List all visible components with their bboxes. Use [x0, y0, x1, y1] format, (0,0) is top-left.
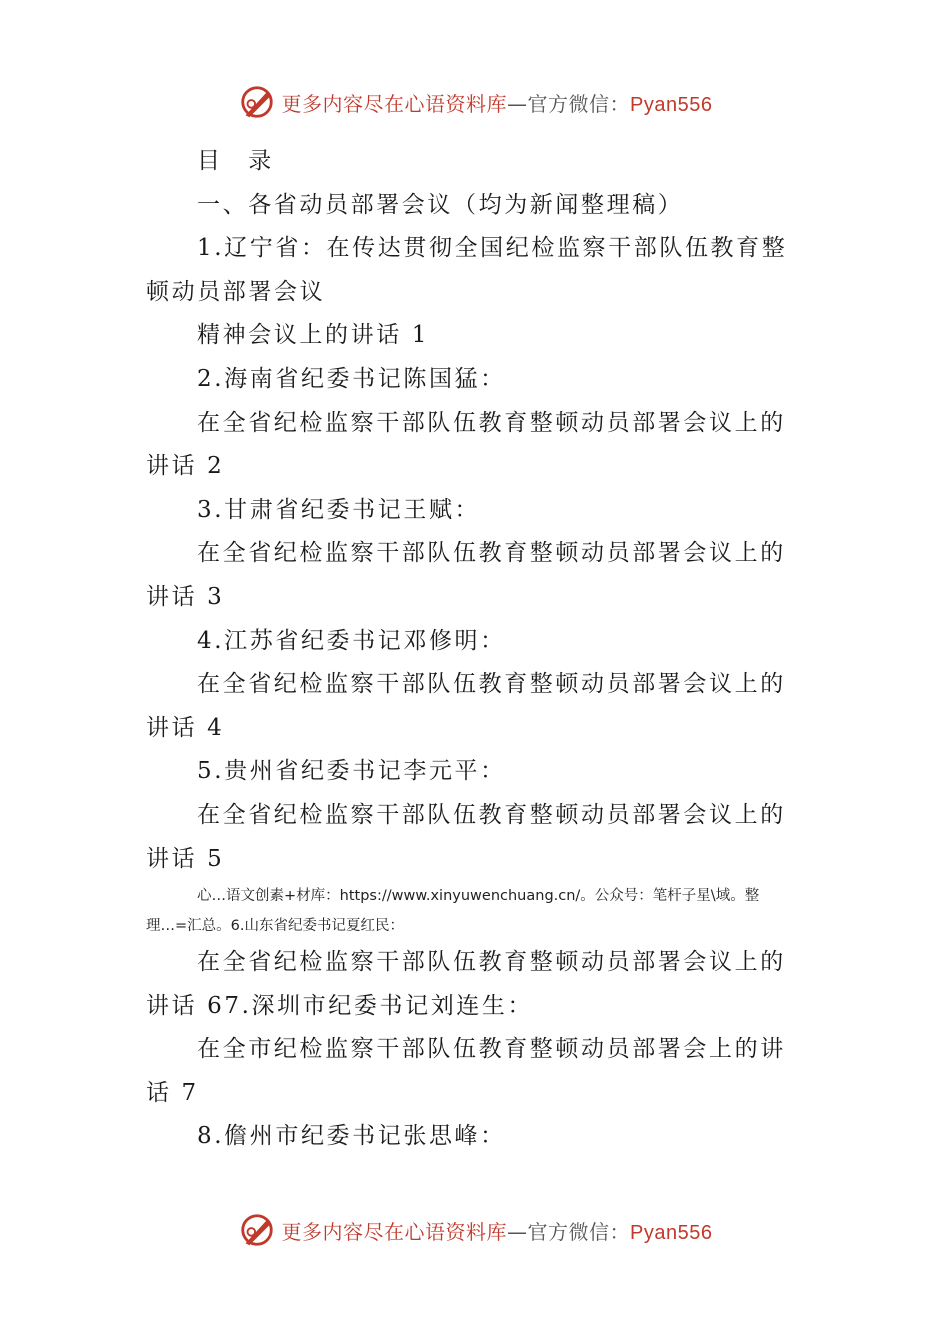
toc-line: 3.甘肃省纪委书记王赋：	[197, 496, 481, 523]
toc-line: 8.儋州市纪委书记张思峰：	[197, 1123, 506, 1150]
watermark-contact-label: 官方微信：	[527, 91, 631, 116]
pen-logo-icon	[238, 83, 276, 121]
toc-line: 一、各省动员部署会议（均为新闻整理稿）	[197, 191, 684, 218]
table-of-contents	[146, 140, 806, 1159]
watermark-wechat-id: Pyan556	[630, 93, 713, 116]
toc-line: 讲话 5	[146, 845, 225, 872]
toc-line: 讲话 67.深圳市纪委书记刘连生：	[146, 992, 534, 1019]
toc-note-line: 理…=汇总。6.山东省纪委书记夏红民：	[146, 918, 404, 935]
toc-line: 2.海南省纪委书记陈国猛：	[197, 365, 506, 392]
watermark-separator: —	[507, 1219, 528, 1244]
toc-note-line: 心…语文创素+材库：https://www.xinyuwenchuang.cn/。公众号：笔杆子星\域。整	[197, 888, 760, 905]
toc-line: 1.辽宁省：在传达贯彻全国纪检监察干部队伍教育整	[197, 235, 788, 262]
toc-line: 讲话 3	[146, 583, 225, 610]
toc-line: 精神会议上的讲话 1	[197, 322, 429, 349]
toc-line: 在全省纪检监察干部队伍教育整顿动员部署会议上的	[197, 671, 786, 698]
toc-line: 在全省纪检监察干部队伍教育整顿动员部署会议上的	[197, 949, 786, 976]
toc-line: 5.贵州省纪委书记李元平：	[197, 758, 506, 785]
watermark-wechat-id: Pyan556	[630, 1221, 713, 1244]
toc-line: 在全省纪检监察干部队伍教育整顿动员部署会议上的	[197, 409, 786, 436]
pen-logo-icon	[238, 1211, 276, 1249]
toc-line: 在全省纪检监察干部队伍教育整顿动员部署会议上的	[197, 801, 786, 828]
toc-line: 4.江苏省纪委书记邓修明：	[197, 627, 506, 654]
watermark-text	[282, 88, 713, 117]
footer-watermark-banner	[0, 1208, 950, 1252]
toc-line: 顿动员部署会议	[146, 278, 326, 305]
toc-line: 在全省纪检监察干部队伍教育整顿动员部署会议上的	[197, 540, 786, 567]
watermark-title: 更多内容尽在心语资料库	[281, 91, 508, 116]
toc-line: 讲话 4	[146, 714, 225, 741]
header-watermark-banner	[0, 80, 950, 124]
watermark-title: 更多内容尽在心语资料库	[281, 1219, 508, 1244]
toc-line: 话 7	[146, 1079, 199, 1106]
toc-line: 目 录	[197, 148, 274, 174]
toc-line: 在全市纪检监察干部队伍教育整顿动员部署会上的讲	[197, 1036, 786, 1063]
watermark-text	[282, 1216, 713, 1245]
watermark-contact-label: 官方微信：	[527, 1219, 631, 1244]
watermark-separator: —	[507, 91, 528, 116]
toc-line: 讲话 2	[146, 453, 225, 480]
